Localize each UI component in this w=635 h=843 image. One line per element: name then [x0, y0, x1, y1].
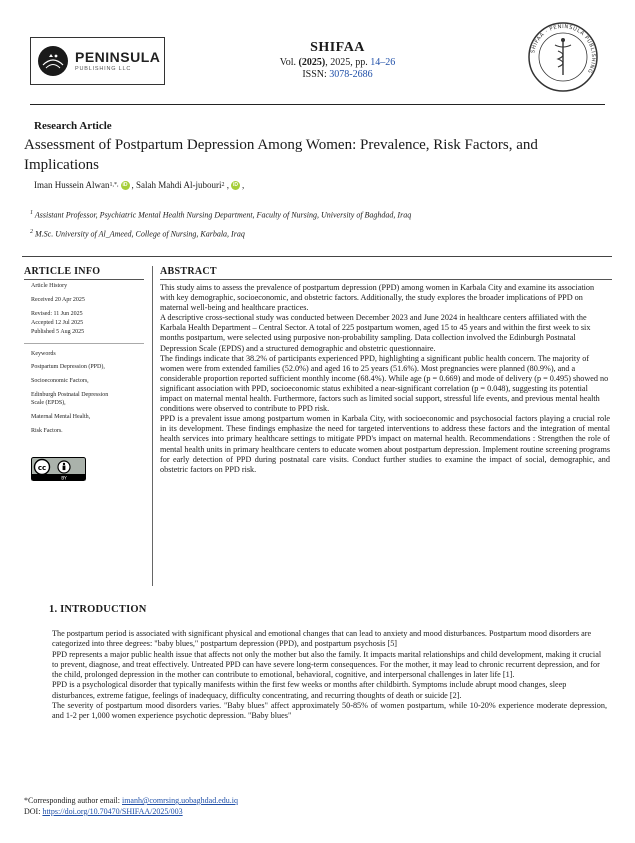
- keyword: Risk Factors.: [31, 428, 63, 434]
- affiliation-1-number: 1: [30, 210, 33, 216]
- intro-paragraph: PPD represents a major public health issue that affects not only the mother but also the family. It impacts marital relationships and child development, making it crucial to prevent, diagnose, and treat effectively. Untreated PPD can have severe long-term consequences. For the mother, it may lead to chronic recurrent depression, and for the child, prolonged depression in the mother can contribute to emotional, behavioral, cognitive, and interpersonal challenges in later life [1].: [52, 649, 602, 680]
- vol-prefix: Vol.: [279, 56, 297, 68]
- affiliation-2: [30, 229, 245, 239]
- affiliation-2-number: 2: [30, 229, 33, 235]
- article-info-rule: [24, 279, 144, 280]
- column-divider: [152, 266, 153, 586]
- keywords-label: Keywords: [31, 351, 56, 357]
- license-label: BY: [61, 476, 67, 481]
- page-range: 14–26: [370, 56, 396, 68]
- orcid-icon[interactable]: iD: [122, 181, 128, 188]
- publisher-logo: [30, 37, 165, 85]
- author-email-link[interactable]: imanh@comrsing.uobaghdad.edu.iq: [121, 796, 238, 805]
- keyword: Socioeconomic Factors,: [31, 378, 89, 384]
- svg-text:SHIFAA · PENINSULA PUBLISHING: SHIFAA · PENINSULA PUBLISHING: [530, 23, 597, 75]
- doi-link[interactable]: https://doi.org/10.70470/SHIFAA/2025/003: [42, 807, 183, 816]
- affiliation-2-text: M.Sc. University of Al_Ameed, College of Nursing, Karbala, Iraq: [35, 229, 245, 239]
- keyword: Edinburgh Postnatal Depression Scale (EPDS),: [31, 392, 109, 406]
- keywords-rule: [24, 343, 144, 344]
- revised-date: Revised: 11 Jun 2025: [31, 311, 83, 317]
- affiliation-1: [30, 210, 411, 220]
- introduction-body: [52, 629, 607, 722]
- abstract-rule: [160, 279, 612, 280]
- orcid-icon[interactable]: iD: [233, 181, 238, 188]
- issn-line: [250, 69, 425, 81]
- introduction-heading: 1. INTRODUCTION: [49, 604, 147, 615]
- publisher-emblem-icon: [37, 45, 69, 77]
- publisher-name: PENINSULA: [75, 48, 161, 65]
- author-2: Salah Mahdi Al-jubouri: [136, 180, 222, 190]
- footnotes: [24, 795, 238, 817]
- issn-label: ISSN:: [302, 68, 327, 80]
- journal-seal-logo: [527, 21, 599, 93]
- affiliation-1-text: Assistant Professor, Psychiatric Mental Health Nursing Department, Faculty of Nursing, University of Baghdad, Iraq: [34, 210, 412, 220]
- intro-paragraph: The severity of postpartum mood disorders varies. "Baby blues" affect approximately 50-85% of women postpartum, while 10-20% experience moderate depression, and 1-2 per 1,000 women experience psychotic depression. "Baby blues": [52, 701, 607, 721]
- article-type: Research Article: [34, 120, 112, 132]
- doi-label: DOI:: [24, 807, 41, 816]
- author-1: Iman Hussein Alwan: [34, 180, 110, 190]
- vol-year: (2025): [298, 56, 326, 68]
- publisher-subtitle: PUBLISHING LLC: [75, 65, 132, 72]
- journal-name: SHIFAA: [310, 40, 365, 55]
- article-info-heading: ARTICLE INFO: [24, 266, 101, 277]
- author-1-affil: 1,*,: [109, 182, 119, 188]
- intro-paragraph: PPD is a psychological disorder that typically manifests within the first few weeks or months after childbirth. Symptoms include abrupt mood changes, sleep disturbances, extreme fatigue, feelings of inadequacy, difficulty concentrating, and recurring thoughts of death or suicide [2].: [52, 680, 567, 700]
- section-divider: [22, 256, 612, 257]
- author-list: Iman Hussein Alwan 1,*, iD , Salah Mahdi Al-jubouri 2 , iD ,: [34, 180, 245, 190]
- year-pp: , 2025, pp.: [325, 56, 368, 68]
- published-date: Published 5 Aug 2025: [31, 329, 85, 335]
- issn-number: 3078-2686: [329, 68, 373, 80]
- abstract-paragraph: A descriptive cross-sectional study was conducted between December 2023 and June 2024 in healthcare centers affiliated with the Karbala Health Department – Central Sector. A total of 225 postpartum women, aged 15 to 45 years and within the first week to six months postpartum, were selected using purposive non-probability sampling. Data collection involved the Edinburgh Postnatal Depression Scale (EPDS) and a structured demographic and obstetric questionnaire.: [160, 313, 591, 353]
- svg-text:cc: cc: [37, 463, 47, 472]
- abstract-heading: ABSTRACT: [160, 266, 217, 277]
- abstract-paragraph: This study aims to assess the prevalence of postpartum depression (PPD) among women in Karbala City and examine its association with key demographic, socioeconomic, and obstetric factors. Additionally, the study explores the broader implications of PPD on maternal well-being and healthcare practices.: [160, 283, 595, 313]
- article-title: Assessment of Postpartum Depression Among Women: Prevalence, Risk Factors, and Implications: [24, 137, 538, 173]
- history-label: Article History: [31, 283, 68, 289]
- doi-line: [24, 806, 238, 817]
- keyword-list: [31, 363, 117, 441]
- corresponding-label: *Corresponding author email:: [24, 796, 120, 805]
- abstract-paragraph: The findings indicate that 38.2% of participants experienced PPD, highlighting a significant public health concern. The majority of women were from extended families (52.0%) and aged 16 to 25 years (51.6%). Most pregnancies were planned (80.9%), and a considerable proportion reported sufficient monthly income (68.4%). While age (p = 0.669) and mode of delivery (p = 0.495) showed no significant association with PPD, socioeconomic status exhibited a near-significant correlation (p = 0.048), suggesting its potential impact on maternal mental health. Furthermore, factors such as limited social support, stressful life events, and previous mental health conditions were observed to contribute to PPD risk.: [160, 353, 609, 414]
- accepted-date: Accepted 12 Jul 2025: [31, 320, 84, 326]
- abstract-body: [160, 283, 610, 475]
- abstract-paragraph: PPD is a prevalent issue among postpartum women in Karbala City, with socioeconomic and psychosocial factors playing a crucial role in its development. These findings emphasize the need for targeted interventions to address these factors and the integration of mental health services into primary healthcare settings to mitigate PPD's impact on maternal health. Recommendations : Strengthen the role of mental health units in primary healthcare centers to educate women about postpartum depression. Implement routine screening programs for early detection of PPD during postnatal care visits. Conduct further studies to examine the impact of social, demographic, and obstetric factors on PPD risk.: [160, 414, 610, 474]
- author-2-affil: 2: [221, 182, 225, 188]
- header-divider: [30, 104, 605, 105]
- corresponding-author-line: [24, 795, 238, 806]
- journal-block: [250, 40, 425, 81]
- received-date: Received 20 Apr 2025: [31, 297, 85, 303]
- cc-by-license-icon[interactable]: [31, 457, 86, 481]
- keyword: Maternal Mental Health,: [31, 414, 91, 420]
- intro-paragraph: The postpartum period is associated with significant physical and emotional changes that can lead to anxiety and mood disturbances. Postpartum mood disorders are categorized into three degrees: "baby blues," postpartum depression (PPD), and postpartum psychosis [5]: [52, 629, 592, 649]
- keyword: Postpartum Depression (PPD),: [31, 364, 105, 370]
- volume-line: [250, 57, 425, 69]
